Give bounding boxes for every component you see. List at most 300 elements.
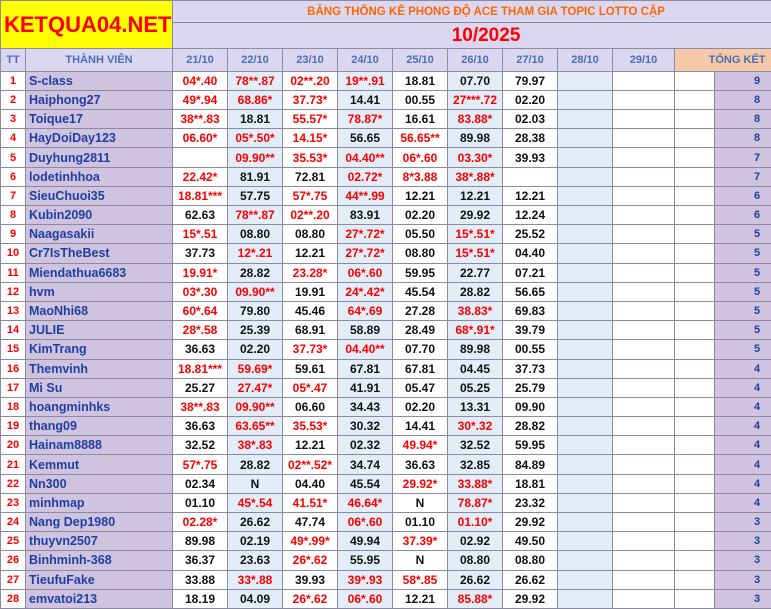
result-cell: 08.80	[283, 225, 338, 244]
total-cell: 5	[715, 301, 771, 320]
row-number: 25	[1, 532, 26, 551]
total-cell: 6	[715, 206, 771, 225]
result-cell	[503, 167, 558, 186]
result-cell: 29.92	[503, 589, 558, 608]
header-date: 29/10	[613, 49, 675, 71]
result-cell	[613, 474, 675, 493]
total-cell: 9	[715, 71, 771, 90]
result-cell	[613, 589, 675, 608]
header-date: 27/10	[503, 49, 558, 71]
result-cell: 49*.99*	[283, 532, 338, 551]
result-cell: 06*.60	[393, 148, 448, 167]
result-cell: 22.77	[448, 263, 503, 282]
row-number: 6	[1, 167, 26, 186]
result-cell: 89.98	[173, 532, 228, 551]
result-cell: 02**.20	[283, 206, 338, 225]
result-cell: 38.83*	[448, 301, 503, 320]
spacer-cell	[675, 513, 715, 532]
result-cell: 04.45	[448, 359, 503, 378]
table-row	[1, 340, 771, 359]
member-name: thang09	[26, 417, 173, 436]
result-cell: 37.73	[173, 244, 228, 263]
member-name: Kemmut	[26, 455, 173, 474]
result-cell: 27***.72	[448, 90, 503, 109]
result-cell	[613, 71, 675, 90]
result-cell: 25.52	[503, 225, 558, 244]
row-number: 12	[1, 282, 26, 301]
total-cell: 3	[715, 532, 771, 551]
result-cell: 13.31	[448, 397, 503, 416]
member-name: lodetinhhoa	[26, 167, 173, 186]
table-row	[1, 90, 771, 109]
member-name: minhmap	[26, 493, 173, 512]
result-cell: 28*.58	[173, 321, 228, 340]
row-number: 1	[1, 71, 26, 90]
result-cell	[613, 186, 675, 205]
result-cell	[558, 244, 613, 263]
spacer-cell	[675, 110, 715, 129]
result-cell: 06*.60	[338, 589, 393, 608]
result-cell: 09.90**	[228, 397, 283, 416]
result-cell: 12.24	[503, 206, 558, 225]
result-cell: 55.57*	[283, 110, 338, 129]
table-row	[1, 378, 771, 397]
result-cell: 41.91	[338, 378, 393, 397]
result-cell: 32.52	[173, 436, 228, 455]
total-cell: 4	[715, 436, 771, 455]
result-cell: 44**.99	[338, 186, 393, 205]
result-cell: 64*.69	[338, 301, 393, 320]
member-name: TieufuFake	[26, 570, 173, 589]
result-cell	[558, 513, 613, 532]
result-cell: 01.10*	[448, 513, 503, 532]
spacer-cell	[675, 263, 715, 282]
spacer-cell	[675, 589, 715, 608]
table-row	[1, 532, 771, 551]
result-cell: 37.39*	[393, 532, 448, 551]
result-cell: 67.81	[338, 359, 393, 378]
member-name: SieuChuoi35	[26, 186, 173, 205]
header-total: TỔNG KẾT	[675, 49, 771, 71]
spacer-cell	[675, 455, 715, 474]
result-cell: 45*.54	[228, 493, 283, 512]
table-row	[1, 301, 771, 320]
spacer-cell	[675, 436, 715, 455]
result-cell: 26.62	[228, 513, 283, 532]
result-cell	[558, 167, 613, 186]
result-cell: 28.49	[393, 321, 448, 340]
result-cell: 25.39	[228, 321, 283, 340]
result-cell: 23.63	[228, 551, 283, 570]
header-tt: TT	[1, 49, 26, 71]
result-cell: 02.20	[503, 90, 558, 109]
result-cell	[613, 282, 675, 301]
spacer-cell	[675, 493, 715, 512]
result-cell: 04.40	[283, 474, 338, 493]
header-date: 25/10	[393, 49, 448, 71]
result-cell: 09.90**	[228, 148, 283, 167]
spacer-cell	[675, 129, 715, 148]
result-cell	[558, 282, 613, 301]
header-date: 23/10	[283, 49, 338, 71]
spacer-cell	[675, 282, 715, 301]
result-cell: 36.37	[173, 551, 228, 570]
result-cell: 02.20	[393, 206, 448, 225]
spacer-cell	[675, 186, 715, 205]
result-cell	[558, 455, 613, 474]
spacer-cell	[675, 244, 715, 263]
result-cell	[558, 110, 613, 129]
result-cell	[613, 301, 675, 320]
spacer-cell	[675, 474, 715, 493]
result-cell: 15*.51*	[448, 244, 503, 263]
result-cell: 68*.91*	[448, 321, 503, 340]
result-cell: 16.61	[393, 110, 448, 129]
result-cell: 37.73*	[283, 340, 338, 359]
total-cell: 6	[715, 186, 771, 205]
result-cell	[558, 225, 613, 244]
result-cell: 68.86*	[228, 90, 283, 109]
result-cell: 09.90	[503, 397, 558, 416]
result-cell	[558, 397, 613, 416]
result-cell: 58*.85	[393, 570, 448, 589]
result-cell: 30.32	[338, 417, 393, 436]
result-cell: 85.88*	[448, 589, 503, 608]
result-cell: 04.40**	[338, 340, 393, 359]
row-number: 8	[1, 206, 26, 225]
result-cell: 59.61	[283, 359, 338, 378]
result-cell: 60*.64	[173, 301, 228, 320]
result-cell	[613, 206, 675, 225]
row-number: 20	[1, 436, 26, 455]
result-cell: 32.52	[448, 436, 503, 455]
row-number: 16	[1, 359, 26, 378]
result-cell	[613, 378, 675, 397]
result-cell: 02**.20	[283, 71, 338, 90]
row-number: 18	[1, 397, 26, 416]
total-cell: 4	[715, 455, 771, 474]
row-number: 4	[1, 129, 26, 148]
result-cell: 14.41	[393, 417, 448, 436]
result-cell	[558, 340, 613, 359]
table-row	[1, 570, 771, 589]
spacer-cell	[675, 301, 715, 320]
table-row	[1, 513, 771, 532]
result-cell: 59.95	[503, 436, 558, 455]
total-cell: 4	[715, 359, 771, 378]
result-cell: 02.72*	[338, 167, 393, 186]
result-cell: 28.82	[503, 417, 558, 436]
result-cell: 08.80	[228, 225, 283, 244]
result-cell: 27.28	[393, 301, 448, 320]
result-cell: 25.79	[503, 378, 558, 397]
result-cell: 12.21	[448, 186, 503, 205]
table-row	[1, 436, 771, 455]
result-cell: 34.43	[338, 397, 393, 416]
result-cell	[558, 417, 613, 436]
result-cell: 05.47	[393, 378, 448, 397]
row-number: 2	[1, 90, 26, 109]
spacer-cell	[675, 206, 715, 225]
result-cell: 02.20	[228, 340, 283, 359]
total-cell: 3	[715, 513, 771, 532]
result-cell: 83.91	[338, 206, 393, 225]
member-name: JULIE	[26, 321, 173, 340]
result-cell: 56.65**	[393, 129, 448, 148]
result-cell: 18.81	[503, 474, 558, 493]
result-cell: 49*.94	[173, 90, 228, 109]
logo	[1, 1, 173, 49]
table-row	[1, 493, 771, 512]
result-cell: 02.20	[393, 397, 448, 416]
result-cell: 59.69*	[228, 359, 283, 378]
result-cell: 49.50	[503, 532, 558, 551]
result-cell: 38*.88*	[448, 167, 503, 186]
result-cell: 05.25	[448, 378, 503, 397]
row-number: 5	[1, 148, 26, 167]
spacer-cell	[675, 551, 715, 570]
result-cell: 19.91*	[173, 263, 228, 282]
member-name: Kubin2090	[26, 206, 173, 225]
result-cell: 19.91	[283, 282, 338, 301]
result-cell: 07.70	[393, 340, 448, 359]
total-cell: 7	[715, 167, 771, 186]
result-cell	[558, 186, 613, 205]
member-name: HayDoiDay123	[26, 129, 173, 148]
result-cell	[613, 167, 675, 186]
spacer-cell	[675, 321, 715, 340]
result-cell: 12.21	[283, 436, 338, 455]
total-cell: 3	[715, 570, 771, 589]
result-cell	[613, 340, 675, 359]
result-cell: 38**.83	[173, 110, 228, 129]
member-name: Miendathua6683	[26, 263, 173, 282]
result-cell: 33*.88	[228, 570, 283, 589]
result-cell	[613, 551, 675, 570]
result-cell	[558, 551, 613, 570]
total-cell: 4	[715, 397, 771, 416]
row-number: 13	[1, 301, 26, 320]
total-cell: 5	[715, 321, 771, 340]
result-cell: 78.87*	[338, 110, 393, 129]
total-cell: 5	[715, 263, 771, 282]
result-cell: 84.89	[503, 455, 558, 474]
result-cell: 02.19	[228, 532, 283, 551]
row-number: 27	[1, 570, 26, 589]
result-cell: 45.54	[338, 474, 393, 493]
result-cell	[613, 321, 675, 340]
result-cell: 67.81	[393, 359, 448, 378]
result-cell	[558, 301, 613, 320]
result-cell: 27*.72*	[338, 225, 393, 244]
header-date: 24/10	[338, 49, 393, 71]
result-cell: 26*.62	[283, 551, 338, 570]
result-cell: 81.91	[228, 167, 283, 186]
member-name: Toique17	[26, 110, 173, 129]
logo-text: KETQUA04.NET	[4, 11, 172, 37]
result-cell: 59.95	[393, 263, 448, 282]
member-name: Mi Su	[26, 378, 173, 397]
result-cell: 62.63	[173, 206, 228, 225]
result-cell: 57*.75	[283, 186, 338, 205]
total-cell: 3	[715, 551, 771, 570]
result-cell	[558, 321, 613, 340]
table-row	[1, 167, 771, 186]
spacer-cell	[675, 90, 715, 109]
result-cell: 14.15*	[283, 129, 338, 148]
member-name: Naagasakii	[26, 225, 173, 244]
result-cell: 45.46	[283, 301, 338, 320]
result-cell: 04*.40	[173, 71, 228, 90]
result-cell: 00.55	[393, 90, 448, 109]
result-cell	[558, 129, 613, 148]
result-cell: 02.03	[503, 110, 558, 129]
row-number: 9	[1, 225, 26, 244]
spacer-cell	[675, 397, 715, 416]
result-cell: 72.81	[283, 167, 338, 186]
total-cell: 3	[715, 589, 771, 608]
result-cell: 03.30*	[448, 148, 503, 167]
result-cell: 83.88*	[448, 110, 503, 129]
table-row	[1, 148, 771, 167]
result-cell	[558, 570, 613, 589]
table-row	[1, 474, 771, 493]
month-title: 10/2025	[173, 23, 771, 49]
result-cell	[613, 110, 675, 129]
spacer-cell	[675, 359, 715, 378]
row-number: 26	[1, 551, 26, 570]
result-cell	[613, 455, 675, 474]
result-cell: 26.62	[448, 570, 503, 589]
result-cell: 23.32	[503, 493, 558, 512]
result-cell: 30*.32	[448, 417, 503, 436]
row-number: 14	[1, 321, 26, 340]
result-cell: 02.92	[448, 532, 503, 551]
result-cell: 47.74	[283, 513, 338, 532]
result-cell	[613, 225, 675, 244]
result-cell: 22.42*	[173, 167, 228, 186]
result-cell	[613, 263, 675, 282]
result-cell	[613, 397, 675, 416]
member-name: Duyhung2811	[26, 148, 173, 167]
result-cell: 36.63	[173, 417, 228, 436]
result-cell: 49.94	[338, 532, 393, 551]
total-cell: 8	[715, 129, 771, 148]
table-row	[1, 206, 771, 225]
result-cell: 34.74	[338, 455, 393, 474]
result-cell: 38*.83	[228, 436, 283, 455]
result-cell: 12.21	[283, 244, 338, 263]
header-date: 22/10	[228, 49, 283, 71]
sheet-title: BẢNG THỐNG KÊ PHONG ĐỘ ACE THAM GIA TOPIC LOTTO CẶP	[173, 1, 771, 23]
header-date: 21/10	[173, 49, 228, 71]
result-cell: 28.38	[503, 129, 558, 148]
result-cell: 36.63	[173, 340, 228, 359]
result-cell: 37.73	[503, 359, 558, 378]
result-cell	[613, 129, 675, 148]
result-cell: 04.40	[503, 244, 558, 263]
result-cell: 14.41	[338, 90, 393, 109]
result-cell: 01.10	[173, 493, 228, 512]
result-cell: 39.93	[283, 570, 338, 589]
member-name: thuyvn2507	[26, 532, 173, 551]
table-row	[1, 397, 771, 416]
result-cell: 26.62	[503, 570, 558, 589]
result-cell	[613, 244, 675, 263]
spacer-cell	[675, 378, 715, 397]
result-cell: 02.32	[338, 436, 393, 455]
result-cell: 35.53*	[283, 148, 338, 167]
result-cell: 41.51*	[283, 493, 338, 512]
result-cell: 27.47*	[228, 378, 283, 397]
result-cell: 29.92*	[393, 474, 448, 493]
spacer-cell	[675, 570, 715, 589]
member-name: hvm	[26, 282, 173, 301]
result-cell: 12*.21	[228, 244, 283, 263]
row-number: 19	[1, 417, 26, 436]
row-number: 10	[1, 244, 26, 263]
result-cell: 19**.91	[338, 71, 393, 90]
member-name: S-class	[26, 71, 173, 90]
result-cell: 00.55	[503, 340, 558, 359]
result-cell: 18.81	[393, 71, 448, 90]
result-cell: N	[393, 493, 448, 512]
table-row	[1, 455, 771, 474]
result-cell: 55.95	[338, 551, 393, 570]
result-cell	[558, 263, 613, 282]
member-name: emvatoi213	[26, 589, 173, 608]
result-cell: 03*.30	[173, 282, 228, 301]
result-cell: 38**.83	[173, 397, 228, 416]
result-cell	[558, 474, 613, 493]
table-row	[1, 129, 771, 148]
row-number: 22	[1, 474, 26, 493]
result-cell: 12.21	[393, 589, 448, 608]
result-cell: 05*.47	[283, 378, 338, 397]
total-cell: 5	[715, 340, 771, 359]
member-name: Hainam8888	[26, 436, 173, 455]
row-number: 21	[1, 455, 26, 474]
result-cell: 28.82	[228, 263, 283, 282]
result-cell: 06.60	[283, 397, 338, 416]
result-cell: 01.10	[393, 513, 448, 532]
result-cell: 06*.60	[338, 513, 393, 532]
table-row	[1, 551, 771, 570]
row-number: 3	[1, 110, 26, 129]
result-cell: 45.54	[393, 282, 448, 301]
total-cell: 4	[715, 417, 771, 436]
result-cell	[613, 532, 675, 551]
spacer-cell	[675, 340, 715, 359]
total-cell: 8	[715, 90, 771, 109]
result-cell: 12.21	[393, 186, 448, 205]
member-name: Nn300	[26, 474, 173, 493]
result-cell: 04.09	[228, 589, 283, 608]
result-cell: 89.98	[448, 129, 503, 148]
result-cell: 79.97	[503, 71, 558, 90]
result-cell: 08.80	[448, 551, 503, 570]
result-cell	[558, 589, 613, 608]
result-cell: 08.80	[393, 244, 448, 263]
member-name: Cr7IsTheBest	[26, 244, 173, 263]
spacer-cell	[675, 417, 715, 436]
result-cell: 27*.72*	[338, 244, 393, 263]
total-cell: 5	[715, 282, 771, 301]
result-cell	[558, 378, 613, 397]
result-cell: 29.92	[503, 513, 558, 532]
result-cell	[558, 148, 613, 167]
header-date: 28/10	[558, 49, 613, 71]
